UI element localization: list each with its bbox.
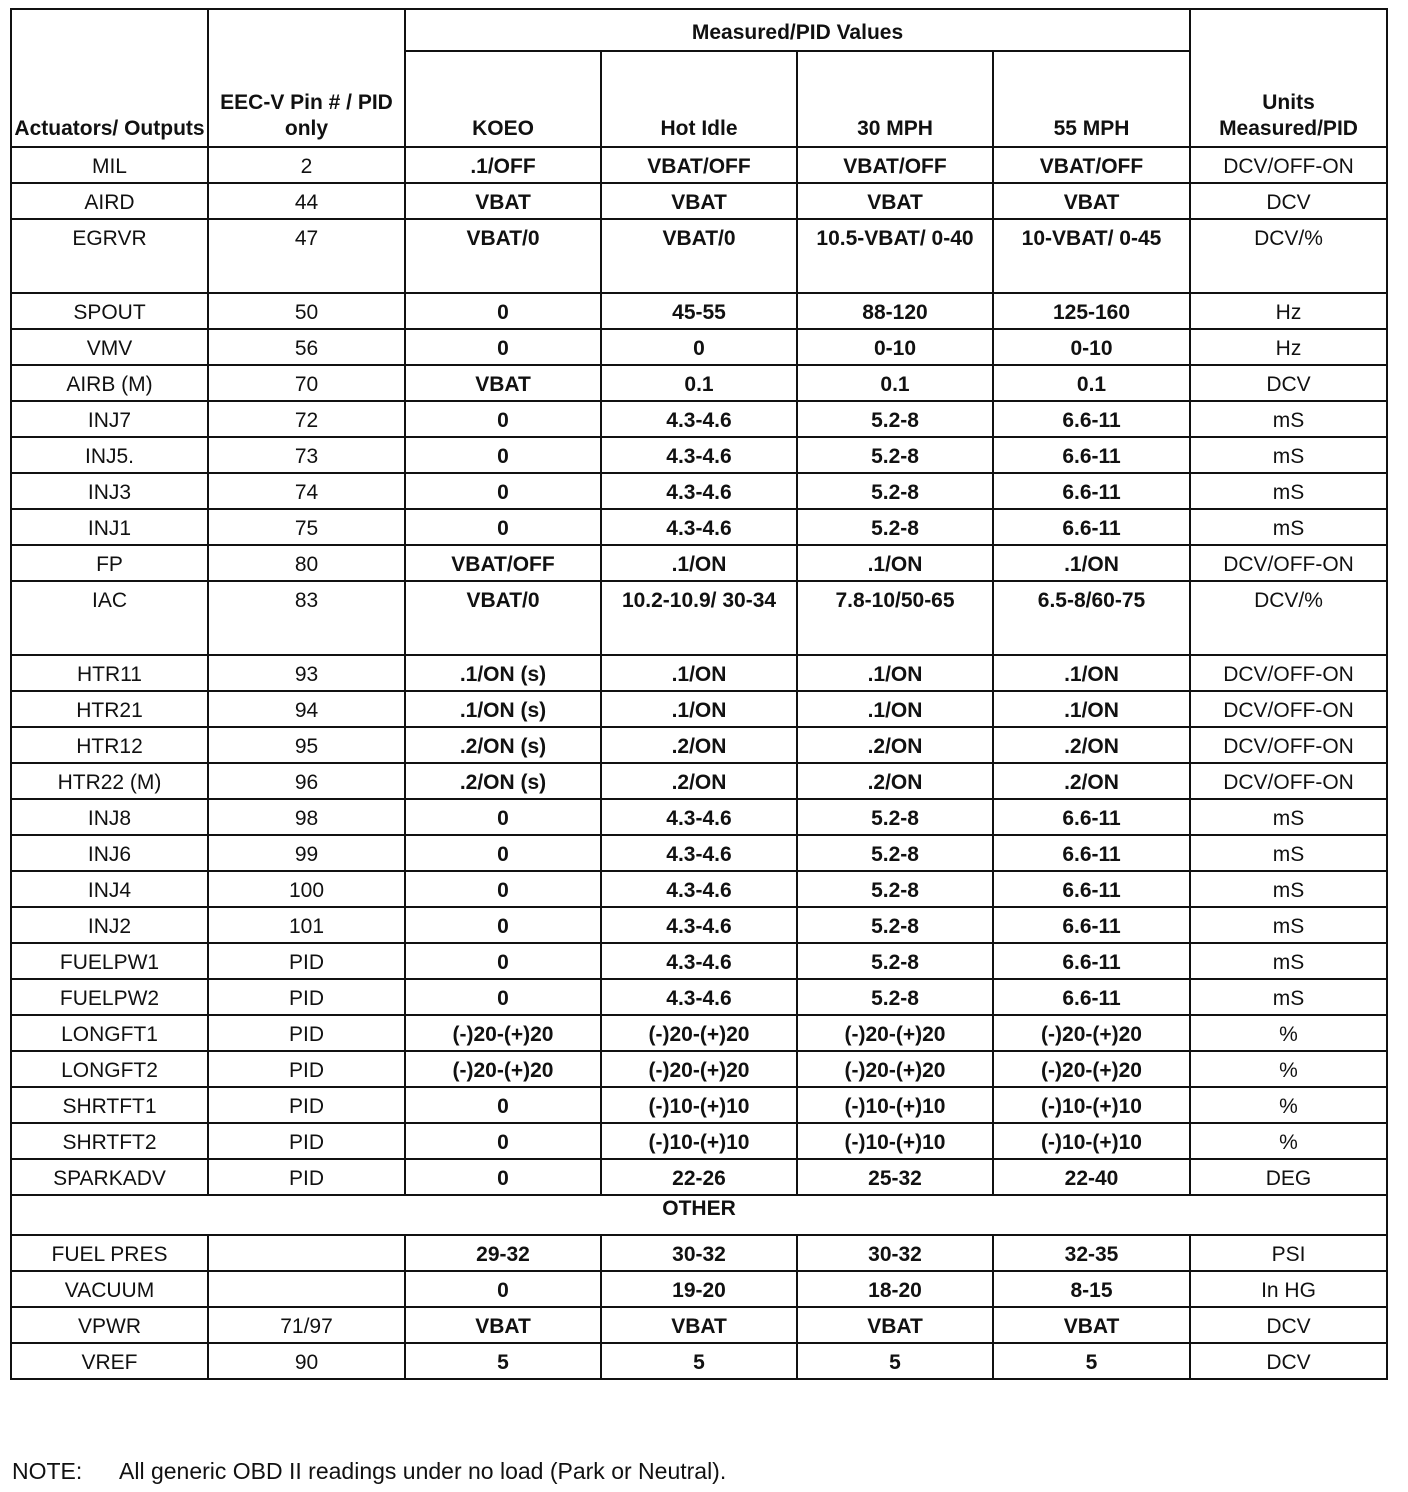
row-30mph: 7.8-10/50-65 xyxy=(797,581,993,655)
row-name: VPWR xyxy=(11,1307,208,1343)
row-units: mS xyxy=(1190,907,1387,943)
row-hot-idle: 4.3-4.6 xyxy=(601,473,797,509)
row-55mph: .1/ON xyxy=(993,691,1190,727)
row-units: mS xyxy=(1190,401,1387,437)
row-koeo: .2/ON (s) xyxy=(405,763,601,799)
row-hot-idle: .1/ON xyxy=(601,691,797,727)
row-hot-idle: (-)20-(+)20 xyxy=(601,1051,797,1087)
table-row xyxy=(11,1159,1387,1195)
table-row xyxy=(11,437,1387,473)
row-hot-idle: VBAT/0 xyxy=(601,219,797,293)
row-name: SHRTFT1 xyxy=(11,1087,208,1123)
row-units: mS xyxy=(1190,799,1387,835)
row-30mph: (-)20-(+)20 xyxy=(797,1015,993,1051)
row-pin: 47 xyxy=(208,219,405,293)
row-koeo: 0 xyxy=(405,979,601,1015)
row-30mph: 5.2-8 xyxy=(797,509,993,545)
row-55mph: (-)20-(+)20 xyxy=(993,1051,1190,1087)
row-pin xyxy=(208,1235,405,1271)
row-30mph: .2/ON xyxy=(797,727,993,763)
header-hot-idle: Hot Idle xyxy=(601,51,797,147)
other-section xyxy=(11,1195,1387,1235)
row-units: DCV/% xyxy=(1190,219,1387,293)
row-30mph: 5.2-8 xyxy=(797,979,993,1015)
row-name: FUELPW1 xyxy=(11,943,208,979)
row-55mph: 6.6-11 xyxy=(993,473,1190,509)
row-30mph: 5.2-8 xyxy=(797,437,993,473)
row-name: INJ1 xyxy=(11,509,208,545)
row-units: mS xyxy=(1190,943,1387,979)
row-name: EGRVR xyxy=(11,219,208,293)
row-hot-idle: VBAT xyxy=(601,183,797,219)
table-row xyxy=(11,1343,1387,1379)
row-pin: 98 xyxy=(208,799,405,835)
table-row xyxy=(11,545,1387,581)
row-pin: 56 xyxy=(208,329,405,365)
row-koeo: 0 xyxy=(405,293,601,329)
row-pin: 100 xyxy=(208,871,405,907)
row-30mph: 0.1 xyxy=(797,365,993,401)
row-name: HTR21 xyxy=(11,691,208,727)
row-units: In HG xyxy=(1190,1271,1387,1307)
row-30mph: 10.5-VBAT/ 0-40 xyxy=(797,219,993,293)
row-pin: 93 xyxy=(208,655,405,691)
row-pin: 96 xyxy=(208,763,405,799)
note-label: NOTE: xyxy=(12,1458,83,1484)
row-30mph: .1/ON xyxy=(797,655,993,691)
row-30mph: .2/ON xyxy=(797,763,993,799)
table-row xyxy=(11,1123,1387,1159)
row-name: INJ3 xyxy=(11,473,208,509)
row-pin: PID xyxy=(208,1051,405,1087)
row-pin: PID xyxy=(208,943,405,979)
row-55mph: 6.6-11 xyxy=(993,509,1190,545)
row-pin: 44 xyxy=(208,183,405,219)
row-koeo: (-)20-(+)20 xyxy=(405,1015,601,1051)
row-55mph: 6.6-11 xyxy=(993,979,1190,1015)
row-55mph: 6.6-11 xyxy=(993,943,1190,979)
row-name: SHRTFT2 xyxy=(11,1123,208,1159)
row-name: INJ5. xyxy=(11,437,208,473)
table-row xyxy=(11,365,1387,401)
row-55mph: VBAT xyxy=(993,1307,1190,1343)
row-koeo: 0 xyxy=(405,509,601,545)
row-name: INJ6 xyxy=(11,835,208,871)
row-55mph: 32-35 xyxy=(993,1235,1190,1271)
header-koeo: KOEO xyxy=(405,51,601,147)
pid-values-table xyxy=(10,8,1388,1380)
table-row xyxy=(11,509,1387,545)
table-row xyxy=(11,581,1387,655)
row-hot-idle: 30-32 xyxy=(601,1235,797,1271)
row-55mph: 6.6-11 xyxy=(993,437,1190,473)
row-hot-idle: 4.3-4.6 xyxy=(601,907,797,943)
row-30mph: 88-120 xyxy=(797,293,993,329)
other-table-body xyxy=(11,1235,1387,1379)
row-30mph: 5.2-8 xyxy=(797,799,993,835)
row-units: DCV/OFF-ON xyxy=(1190,763,1387,799)
row-hot-idle: 0.1 xyxy=(601,365,797,401)
table-row xyxy=(11,293,1387,329)
row-hot-idle: 5 xyxy=(601,1343,797,1379)
row-hot-idle: 10.2-10.9/ 30-34 xyxy=(601,581,797,655)
table-row xyxy=(11,727,1387,763)
row-koeo: 0 xyxy=(405,943,601,979)
row-koeo: 0 xyxy=(405,835,601,871)
row-units: mS xyxy=(1190,871,1387,907)
row-name: HTR11 xyxy=(11,655,208,691)
footnote xyxy=(12,1458,726,1485)
table-row xyxy=(11,1307,1387,1343)
row-koeo: 0 xyxy=(405,1271,601,1307)
row-30mph: 5.2-8 xyxy=(797,473,993,509)
row-pin: 74 xyxy=(208,473,405,509)
row-55mph: 5 xyxy=(993,1343,1190,1379)
row-hot-idle: 4.3-4.6 xyxy=(601,871,797,907)
row-30mph: .1/ON xyxy=(797,691,993,727)
table-row xyxy=(11,799,1387,835)
row-name: VMV xyxy=(11,329,208,365)
row-koeo: 0 xyxy=(405,437,601,473)
row-55mph: 6.6-11 xyxy=(993,907,1190,943)
row-koeo: VBAT xyxy=(405,1307,601,1343)
row-30mph: 18-20 xyxy=(797,1271,993,1307)
row-koeo: .2/ON (s) xyxy=(405,727,601,763)
row-hot-idle: 4.3-4.6 xyxy=(601,401,797,437)
row-55mph: (-)20-(+)20 xyxy=(993,1015,1190,1051)
row-30mph: 5.2-8 xyxy=(797,401,993,437)
row-30mph: (-)10-(+)10 xyxy=(797,1123,993,1159)
row-hot-idle: 4.3-4.6 xyxy=(601,979,797,1015)
row-units: % xyxy=(1190,1123,1387,1159)
row-pin: 95 xyxy=(208,727,405,763)
row-units: DCV xyxy=(1190,1307,1387,1343)
row-koeo: 0 xyxy=(405,401,601,437)
row-30mph: (-)10-(+)10 xyxy=(797,1087,993,1123)
table-row xyxy=(11,763,1387,799)
row-units: DEG xyxy=(1190,1159,1387,1195)
row-units: DCV/OFF-ON xyxy=(1190,147,1387,183)
row-koeo: VBAT xyxy=(405,183,601,219)
other-section-label: OTHER xyxy=(11,1195,1387,1235)
row-units: DCV xyxy=(1190,183,1387,219)
row-hot-idle: 4.3-4.6 xyxy=(601,835,797,871)
row-30mph: .1/ON xyxy=(797,545,993,581)
row-55mph: 8-15 xyxy=(993,1271,1190,1307)
row-30mph: 5.2-8 xyxy=(797,943,993,979)
row-pin: PID xyxy=(208,1123,405,1159)
row-pin: PID xyxy=(208,1087,405,1123)
row-koeo: VBAT/OFF xyxy=(405,545,601,581)
row-hot-idle: 4.3-4.6 xyxy=(601,799,797,835)
row-55mph: 6.6-11 xyxy=(993,835,1190,871)
header-55mph: 55 MPH xyxy=(993,51,1190,147)
row-units: mS xyxy=(1190,509,1387,545)
row-pin: 94 xyxy=(208,691,405,727)
row-name: HTR12 xyxy=(11,727,208,763)
row-hot-idle: 4.3-4.6 xyxy=(601,437,797,473)
row-55mph: .1/ON xyxy=(993,655,1190,691)
row-units: mS xyxy=(1190,979,1387,1015)
row-units: mS xyxy=(1190,835,1387,871)
row-koeo: 0 xyxy=(405,871,601,907)
row-koeo: VBAT/0 xyxy=(405,581,601,655)
row-units: DCV xyxy=(1190,1343,1387,1379)
table-row xyxy=(11,691,1387,727)
row-units: DCV/OFF-ON xyxy=(1190,545,1387,581)
header-units: Units Measured/PID xyxy=(1190,9,1387,147)
row-30mph: 5.2-8 xyxy=(797,871,993,907)
row-pin: PID xyxy=(208,979,405,1015)
row-hot-idle: .1/ON xyxy=(601,545,797,581)
row-name: AIRD xyxy=(11,183,208,219)
row-koeo: 0 xyxy=(405,907,601,943)
row-koeo: 0 xyxy=(405,1159,601,1195)
row-units: Hz xyxy=(1190,329,1387,365)
row-pin: 70 xyxy=(208,365,405,401)
row-30mph: 0-10 xyxy=(797,329,993,365)
row-hot-idle: .1/ON xyxy=(601,655,797,691)
row-koeo: .1/ON (s) xyxy=(405,691,601,727)
table-row xyxy=(11,979,1387,1015)
table-row xyxy=(11,401,1387,437)
row-pin: 50 xyxy=(208,293,405,329)
row-name: VREF xyxy=(11,1343,208,1379)
row-name: FUELPW2 xyxy=(11,979,208,1015)
row-koeo: 5 xyxy=(405,1343,601,1379)
row-pin: 80 xyxy=(208,545,405,581)
row-units: % xyxy=(1190,1015,1387,1051)
row-30mph: VBAT xyxy=(797,1307,993,1343)
table-row xyxy=(11,835,1387,871)
row-name: HTR22 (M) xyxy=(11,763,208,799)
row-koeo: 0 xyxy=(405,799,601,835)
row-koeo: 0 xyxy=(405,329,601,365)
row-55mph: 0-10 xyxy=(993,329,1190,365)
row-name: SPARKADV xyxy=(11,1159,208,1195)
row-30mph: 5 xyxy=(797,1343,993,1379)
row-name: LONGFT2 xyxy=(11,1051,208,1087)
row-units: DCV/OFF-ON xyxy=(1190,691,1387,727)
row-name: LONGFT1 xyxy=(11,1015,208,1051)
row-30mph: 25-32 xyxy=(797,1159,993,1195)
table-row xyxy=(11,907,1387,943)
table-row xyxy=(11,1271,1387,1307)
row-units: DCV xyxy=(1190,365,1387,401)
row-name: FP xyxy=(11,545,208,581)
row-name: VACUUM xyxy=(11,1271,208,1307)
row-units: PSI xyxy=(1190,1235,1387,1271)
row-koeo: VBAT/0 xyxy=(405,219,601,293)
row-units: % xyxy=(1190,1051,1387,1087)
row-pin: PID xyxy=(208,1159,405,1195)
row-hot-idle: 45-55 xyxy=(601,293,797,329)
table-row xyxy=(11,329,1387,365)
row-55mph: 0.1 xyxy=(993,365,1190,401)
row-units: DCV/OFF-ON xyxy=(1190,655,1387,691)
table-row xyxy=(11,1087,1387,1123)
row-koeo: 29-32 xyxy=(405,1235,601,1271)
header-30mph: 30 MPH xyxy=(797,51,993,147)
row-units: DCV/% xyxy=(1190,581,1387,655)
row-30mph: 5.2-8 xyxy=(797,835,993,871)
row-55mph: .2/ON xyxy=(993,763,1190,799)
row-hot-idle: 22-26 xyxy=(601,1159,797,1195)
row-pin: 99 xyxy=(208,835,405,871)
row-pin xyxy=(208,1271,405,1307)
row-pin: 2 xyxy=(208,147,405,183)
row-name: FUEL PRES xyxy=(11,1235,208,1271)
row-hot-idle: 0 xyxy=(601,329,797,365)
row-55mph: 6.6-11 xyxy=(993,799,1190,835)
row-koeo: .1/OFF xyxy=(405,147,601,183)
row-koeo: 0 xyxy=(405,473,601,509)
row-name: SPOUT xyxy=(11,293,208,329)
row-55mph: 10-VBAT/ 0-45 xyxy=(993,219,1190,293)
row-name: INJ7 xyxy=(11,401,208,437)
table-row xyxy=(11,1015,1387,1051)
row-hot-idle: (-)20-(+)20 xyxy=(601,1015,797,1051)
row-name: INJ8 xyxy=(11,799,208,835)
header-measured-group: Measured/PID Values xyxy=(405,9,1190,51)
row-hot-idle: (-)10-(+)10 xyxy=(601,1087,797,1123)
table-row xyxy=(11,1051,1387,1087)
row-30mph: (-)20-(+)20 xyxy=(797,1051,993,1087)
row-55mph: 6.6-11 xyxy=(993,401,1190,437)
row-koeo: .1/ON (s) xyxy=(405,655,601,691)
row-name: MIL xyxy=(11,147,208,183)
row-units: mS xyxy=(1190,437,1387,473)
row-hot-idle: 4.3-4.6 xyxy=(601,943,797,979)
row-55mph: 125-160 xyxy=(993,293,1190,329)
row-55mph: 22-40 xyxy=(993,1159,1190,1195)
note-text: All generic OBD II readings under no load (Park or Neutral). xyxy=(119,1458,727,1484)
row-units: Hz xyxy=(1190,293,1387,329)
header-pin: EEC-V Pin # / PID only xyxy=(208,9,405,147)
table-row xyxy=(11,183,1387,219)
table-row xyxy=(11,219,1387,293)
row-hot-idle: VBAT xyxy=(601,1307,797,1343)
row-name: INJ2 xyxy=(11,907,208,943)
row-koeo: VBAT xyxy=(405,365,601,401)
row-30mph: 5.2-8 xyxy=(797,907,993,943)
row-pin: 73 xyxy=(208,437,405,473)
table-row xyxy=(11,655,1387,691)
table-row xyxy=(11,473,1387,509)
row-koeo: (-)20-(+)20 xyxy=(405,1051,601,1087)
row-pin: PID xyxy=(208,1015,405,1051)
row-hot-idle: (-)10-(+)10 xyxy=(601,1123,797,1159)
row-hot-idle: 19-20 xyxy=(601,1271,797,1307)
row-pin: 101 xyxy=(208,907,405,943)
row-name: AIRB (M) xyxy=(11,365,208,401)
row-55mph: .2/ON xyxy=(993,727,1190,763)
table-row xyxy=(11,943,1387,979)
row-hot-idle: .2/ON xyxy=(601,763,797,799)
row-55mph: .1/ON xyxy=(993,545,1190,581)
row-units: % xyxy=(1190,1087,1387,1123)
row-pin: 90 xyxy=(208,1343,405,1379)
row-hot-idle: VBAT/OFF xyxy=(601,147,797,183)
row-pin: 75 xyxy=(208,509,405,545)
table-body xyxy=(11,147,1387,1195)
row-units: DCV/OFF-ON xyxy=(1190,727,1387,763)
row-hot-idle: .2/ON xyxy=(601,727,797,763)
row-55mph: VBAT xyxy=(993,183,1190,219)
row-koeo: 0 xyxy=(405,1087,601,1123)
row-55mph: 6.5-8/60-75 xyxy=(993,581,1190,655)
row-name: IAC xyxy=(11,581,208,655)
row-30mph: VBAT/OFF xyxy=(797,147,993,183)
table-row xyxy=(11,871,1387,907)
row-55mph: VBAT/OFF xyxy=(993,147,1190,183)
row-30mph: 30-32 xyxy=(797,1235,993,1271)
header-actuators: Actuators/ Outputs xyxy=(11,9,208,147)
table-row xyxy=(11,1235,1387,1271)
row-name: INJ4 xyxy=(11,871,208,907)
row-units: mS xyxy=(1190,473,1387,509)
row-hot-idle: 4.3-4.6 xyxy=(601,509,797,545)
table-row xyxy=(11,147,1387,183)
row-koeo: 0 xyxy=(405,1123,601,1159)
row-pin: 83 xyxy=(208,581,405,655)
row-55mph: (-)10-(+)10 xyxy=(993,1123,1190,1159)
row-55mph: (-)10-(+)10 xyxy=(993,1087,1190,1123)
row-pin: 71/97 xyxy=(208,1307,405,1343)
row-pin: 72 xyxy=(208,401,405,437)
row-55mph: 6.6-11 xyxy=(993,871,1190,907)
row-30mph: VBAT xyxy=(797,183,993,219)
